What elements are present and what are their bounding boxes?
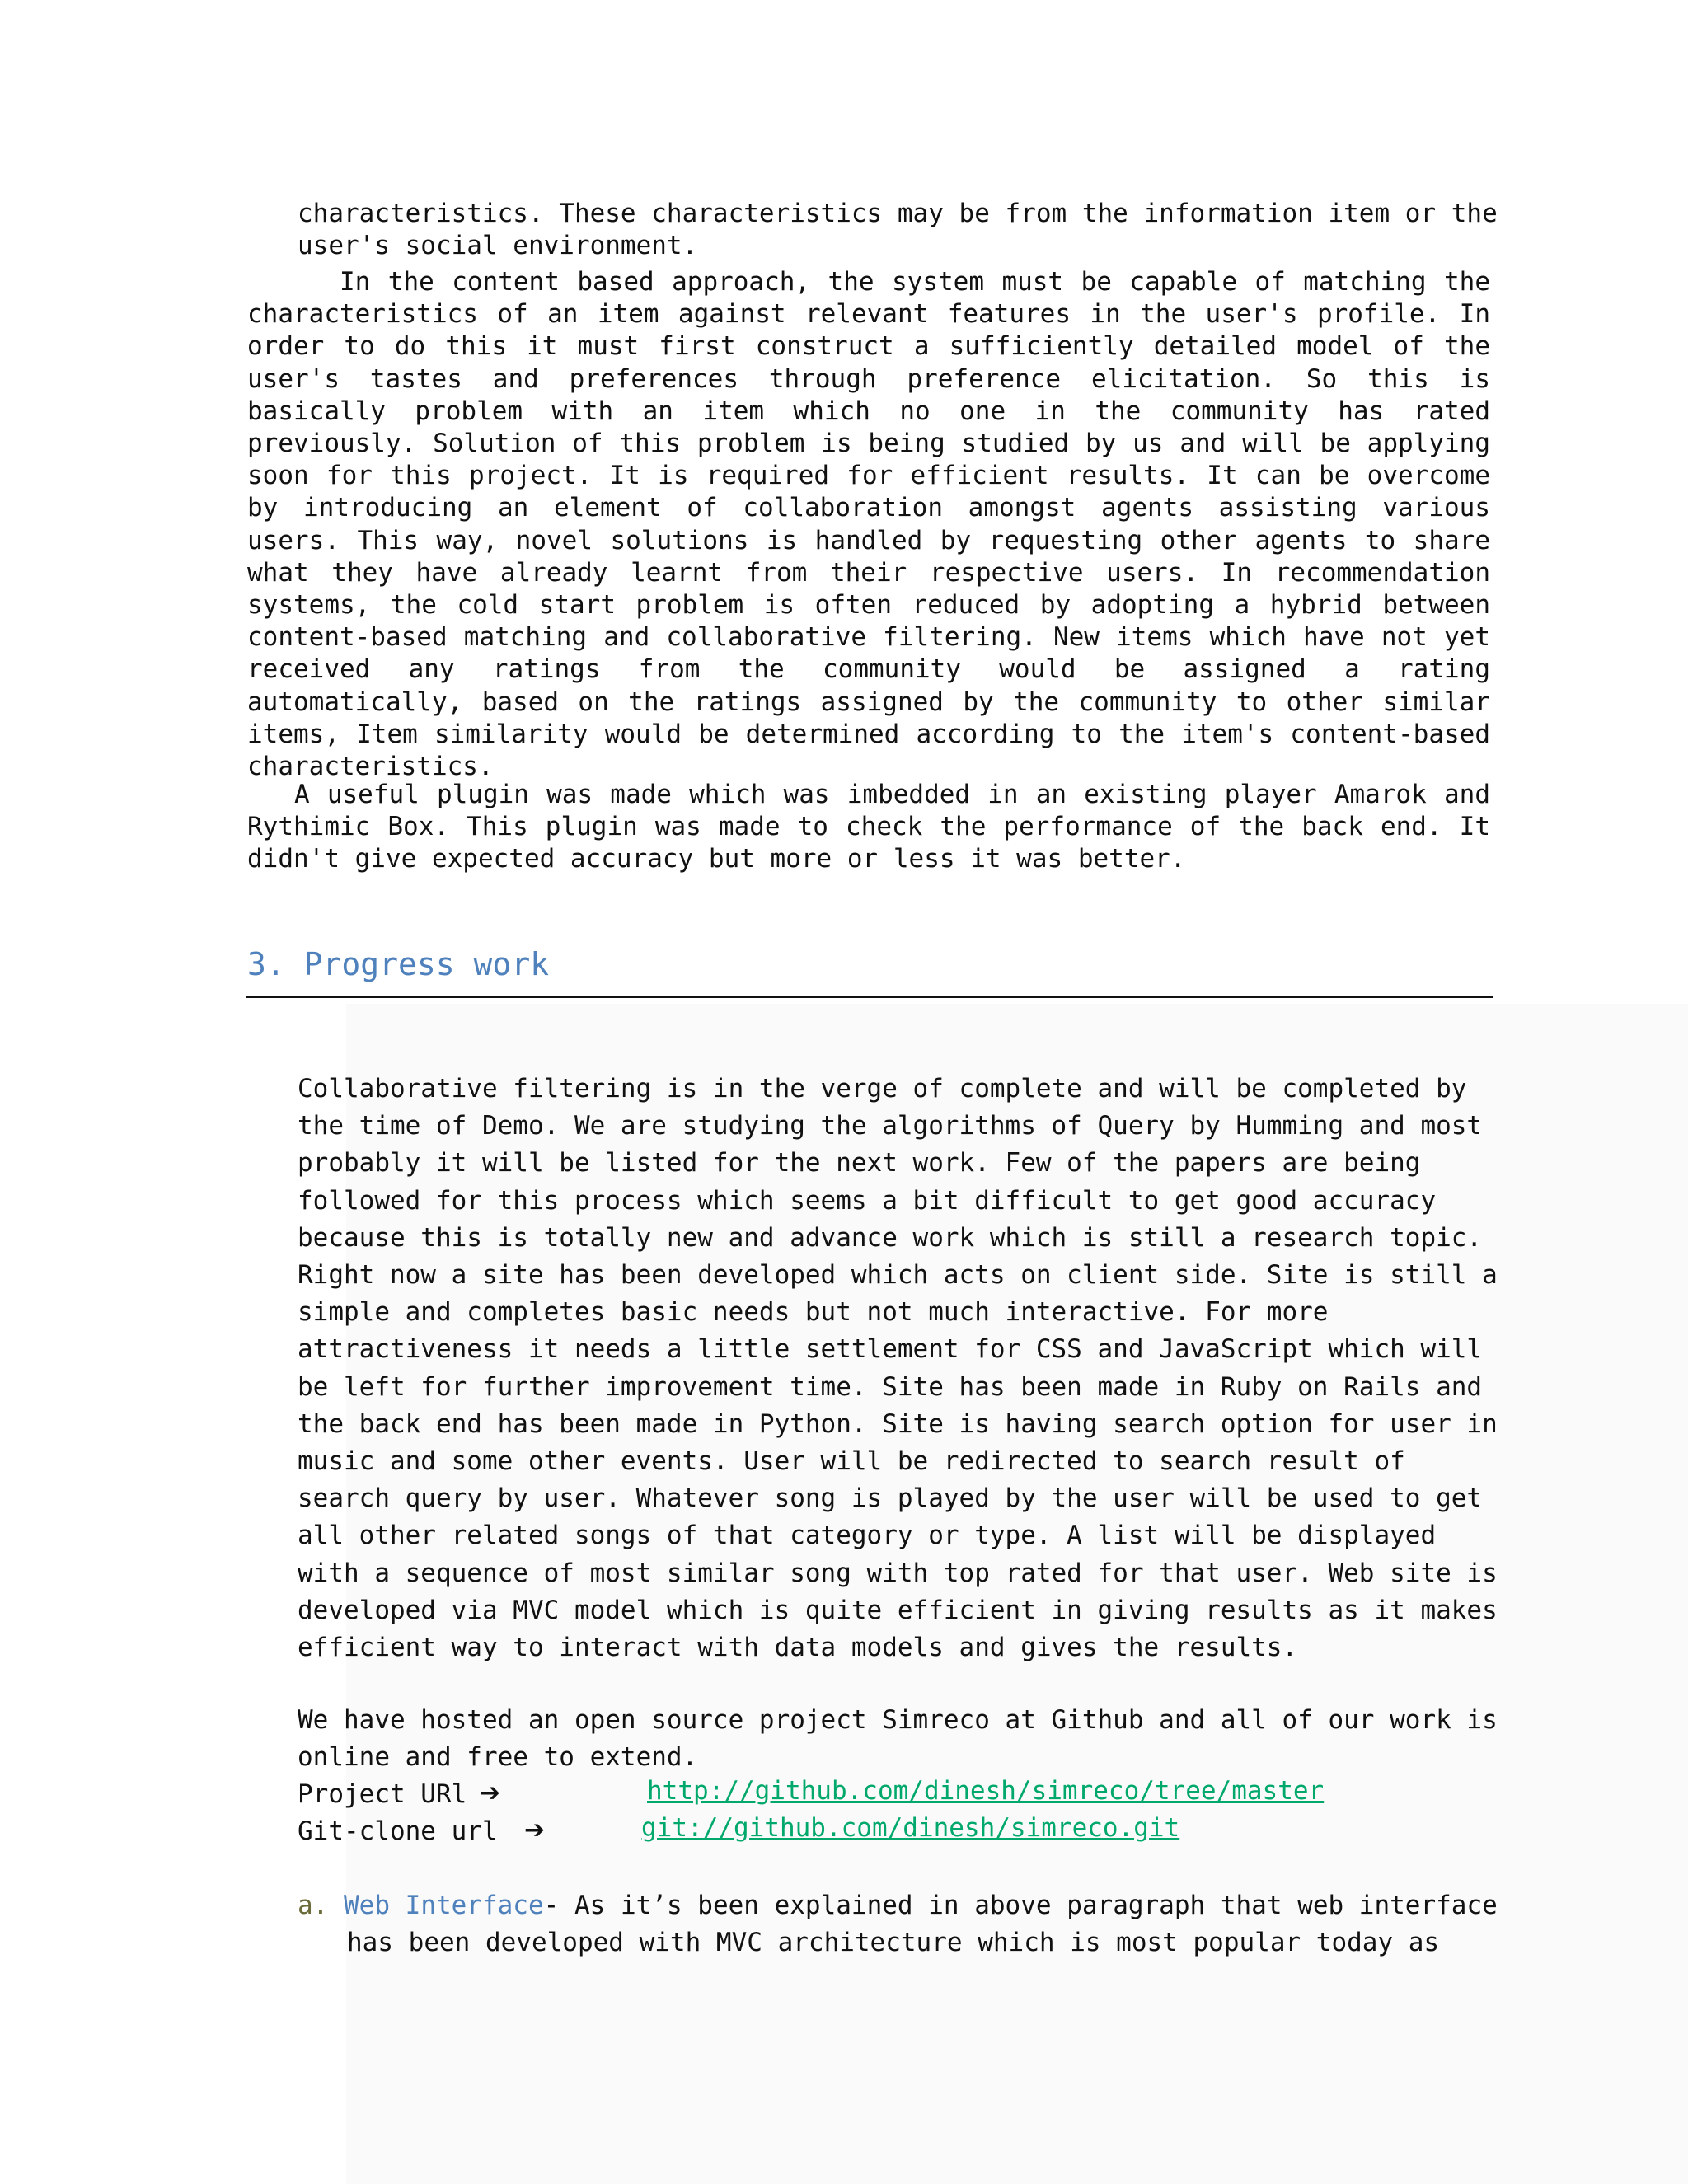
intro-line-1: characteristics. These characteristics may be from the information item or the [298, 199, 1498, 228]
progress-line: Collaborative filtering is in the verge of complete and will be completed by [298, 1074, 1467, 1104]
progress-line: attractiveness it needs a little settlement for CSS and JavaScript which will [298, 1334, 1483, 1365]
right-arrow-icon: ➔ [524, 1816, 546, 1844]
section-number: 3. [247, 946, 285, 982]
content-based-paragraph [247, 266, 1490, 783]
progress-line: be left for further improvement time. Site has been made in Ruby on Rails and [298, 1371, 1483, 1402]
progress-line: efficient way to interact with data models and gives the results. [298, 1633, 1298, 1663]
list-item-title: Web Interface [344, 1891, 544, 1920]
hosted-paragraph [298, 1702, 1498, 1776]
progress-line: all other related songs of that category or type. A list will be displayed [298, 1521, 1437, 1551]
progress-line: search query by user. Whatever song is played by the user will be used to get [298, 1483, 1483, 1514]
progress-line: because this is totally new and advance work which is still a research topic. [298, 1222, 1483, 1253]
plugin-text: A useful plugin was made which was imbedded in an existing player Amarok and Rythimic Box. This plugin was made to check the performance of the back end. It didn't give expected accuracy but more or less it was better. [247, 780, 1490, 874]
list-marker: a. [298, 1891, 329, 1920]
section-title: Progress work [303, 946, 550, 982]
progress-line: developed via MVC model which is quite efficient in giving results as it makes [298, 1595, 1498, 1625]
list-item-web-interface [298, 1887, 1498, 1961]
heading-divider [246, 996, 1493, 998]
list-item-text-2: has been developed with MVC architecture which is most popular today as [347, 1928, 1440, 1958]
content-based-text: In the content based approach, the system must be capable of matching the characteristics of an item against relevant features in the user's profile. In order to do this it must first construct a sufficiently detailed model of the user's tastes and preferences through preference elicitation. So this is basically problem with an item which no one in the community has rated previously. Solution of this problem is being studied by us and will be applying soon for this project. It is required for efficient results. It can be overcome by introducing an element of collaboration amongst agents assisting various users. This way, novel solutions is handled by requesting other agents to share what they have already learnt from their respective users. In recommendation systems, the cold start problem is often reduced by adopting a hybrid between content-based matching and collaborative filtering. New items which have not yet received any ratings from the community would be assigned a rating automatically, based on the ratings assigned by the community to other similar items, Item similarity would be determined according to the item's content-based characteristics. [247, 267, 1490, 782]
plugin-paragraph [247, 779, 1490, 876]
hosted-line: online and free to extend. [298, 1742, 698, 1773]
progress-paragraph [298, 1071, 1498, 1666]
project-url-label: Project URl [298, 1779, 467, 1809]
progress-line: Right now a site has been developed which acts on client side. Site is still a [298, 1260, 1498, 1291]
intro-line-2: user's social environment. [298, 231, 698, 260]
section-heading [247, 946, 549, 982]
list-item-text-1: - As it’s been explained in above paragraph that web interface [543, 1891, 1498, 1920]
project-url-link[interactable]: http://github.com/dinesh/simreco/tree/master [647, 1776, 1325, 1806]
hosted-line: We have hosted an open source project Simreco at Github and all of our work is [298, 1705, 1498, 1735]
right-arrow-icon: ➔ [480, 1779, 501, 1807]
progress-line: probably it will be listed for the next work. Few of the papers are being [298, 1148, 1421, 1179]
progress-line: with a sequence of most similar song with top rated for that user. Web site is [298, 1558, 1498, 1588]
progress-line: music and some other events. User will be redirected to search result of [298, 1446, 1405, 1477]
progress-line: the time of Demo. We are studying the algorithms of Query by Humming and most [298, 1111, 1483, 1141]
progress-line: the back end has been made in Python. Site is having search option for user in [298, 1408, 1498, 1439]
clone-url-link[interactable]: git://github.com/dinesh/simreco.git [641, 1813, 1180, 1843]
progress-line: simple and completes basic needs but not much interactive. For more [298, 1297, 1329, 1328]
progress-line: followed for this process which seems a bit difficult to get good accuracy [298, 1185, 1437, 1216]
clone-url-label: Git-clone url [298, 1816, 498, 1846]
